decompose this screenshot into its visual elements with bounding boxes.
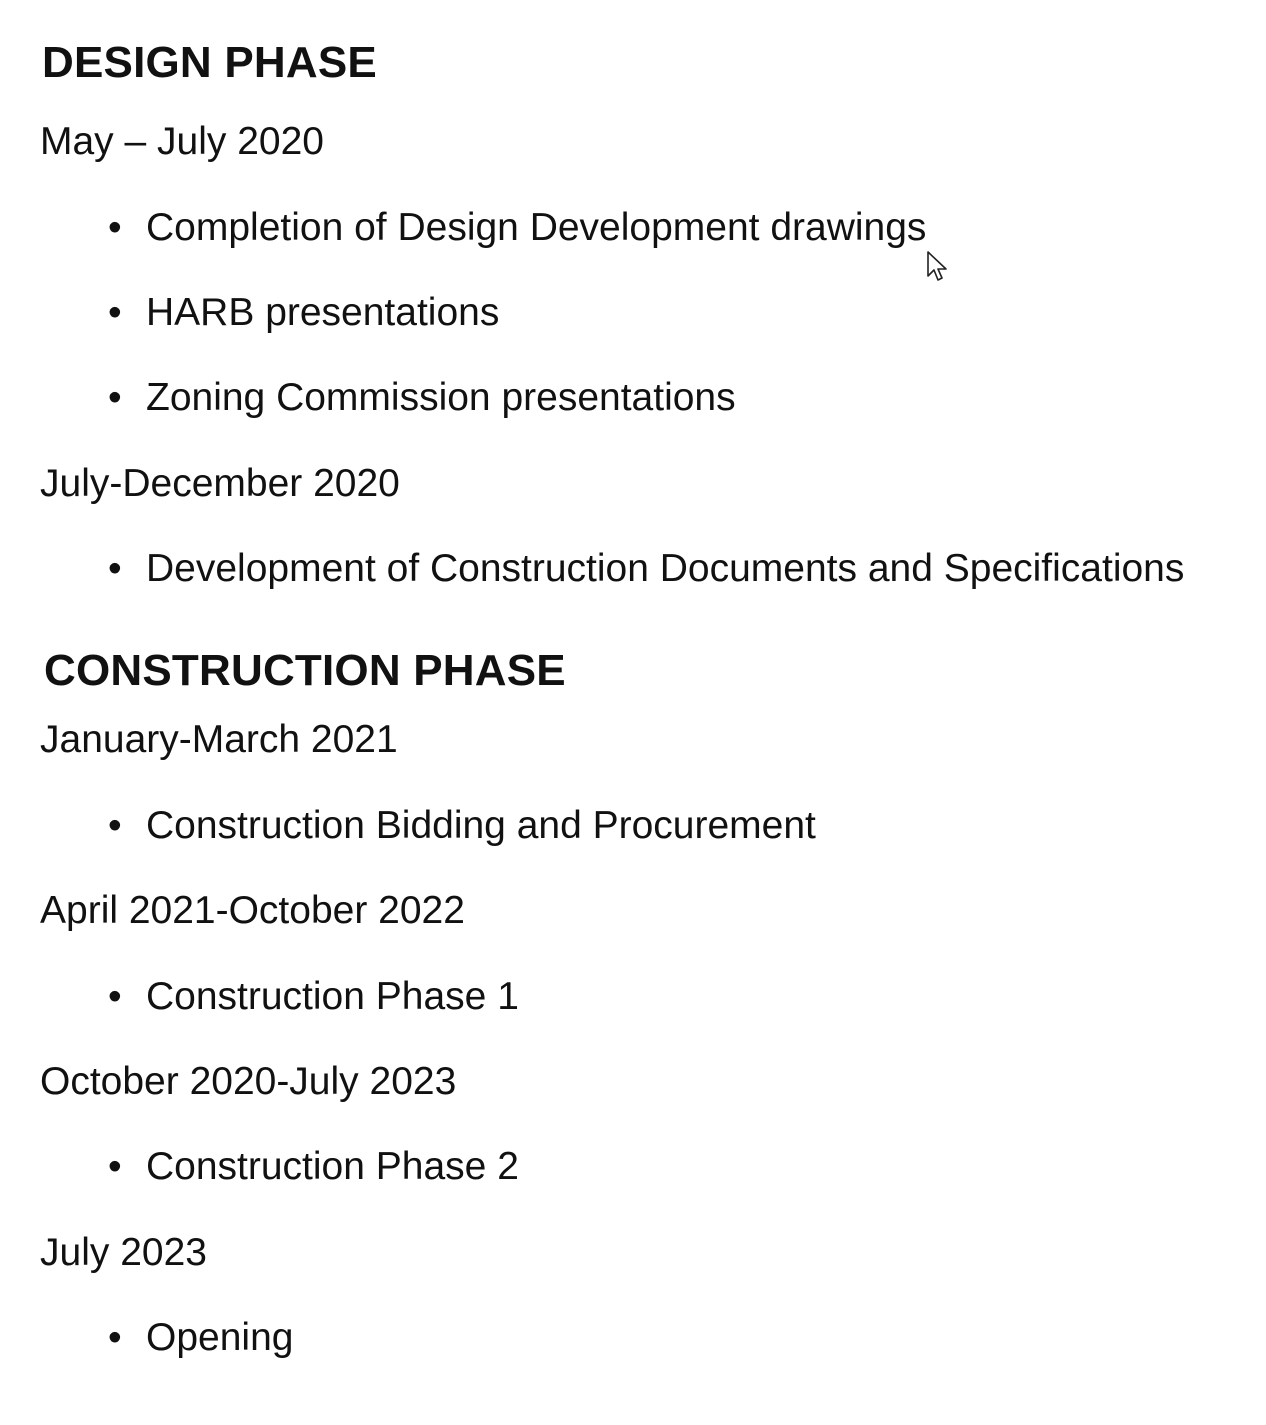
list-item-text: Construction Bidding and Procurement <box>146 804 816 847</box>
list-item-text: Zoning Commission presentations <box>146 376 736 419</box>
list-item-text: Development of Construction Documents and Specifications <box>146 547 1185 590</box>
bullet-icon: • <box>108 206 122 249</box>
bullet-icon: • <box>108 1145 122 1188</box>
mouse-pointer-icon <box>926 250 948 282</box>
bullet-icon: • <box>108 376 122 419</box>
list-item-text: HARB presentations <box>146 291 500 334</box>
period-date: January-March 2021 <box>40 718 398 761</box>
bullet-icon: • <box>108 975 122 1018</box>
period-date: July-December 2020 <box>40 462 400 505</box>
bullet-icon: • <box>108 1316 122 1359</box>
period-date: July 2023 <box>40 1231 207 1274</box>
list-item-text: Construction Phase 2 <box>146 1145 519 1188</box>
list-item-text: Completion of Design Development drawings <box>146 206 927 249</box>
list-item-text: Construction Phase 1 <box>146 975 519 1018</box>
design-phase-heading: DESIGN PHASE <box>42 38 377 87</box>
period-date: May – July 2020 <box>40 120 324 163</box>
list-item-text: Opening <box>146 1316 294 1359</box>
period-date: April 2021-October 2022 <box>40 889 465 932</box>
bullet-icon: • <box>108 547 122 590</box>
bullet-icon: • <box>108 804 122 847</box>
construction-phase-heading: CONSTRUCTION PHASE <box>44 646 566 695</box>
period-date: October 2020-July 2023 <box>40 1060 457 1103</box>
bullet-icon: • <box>108 291 122 334</box>
